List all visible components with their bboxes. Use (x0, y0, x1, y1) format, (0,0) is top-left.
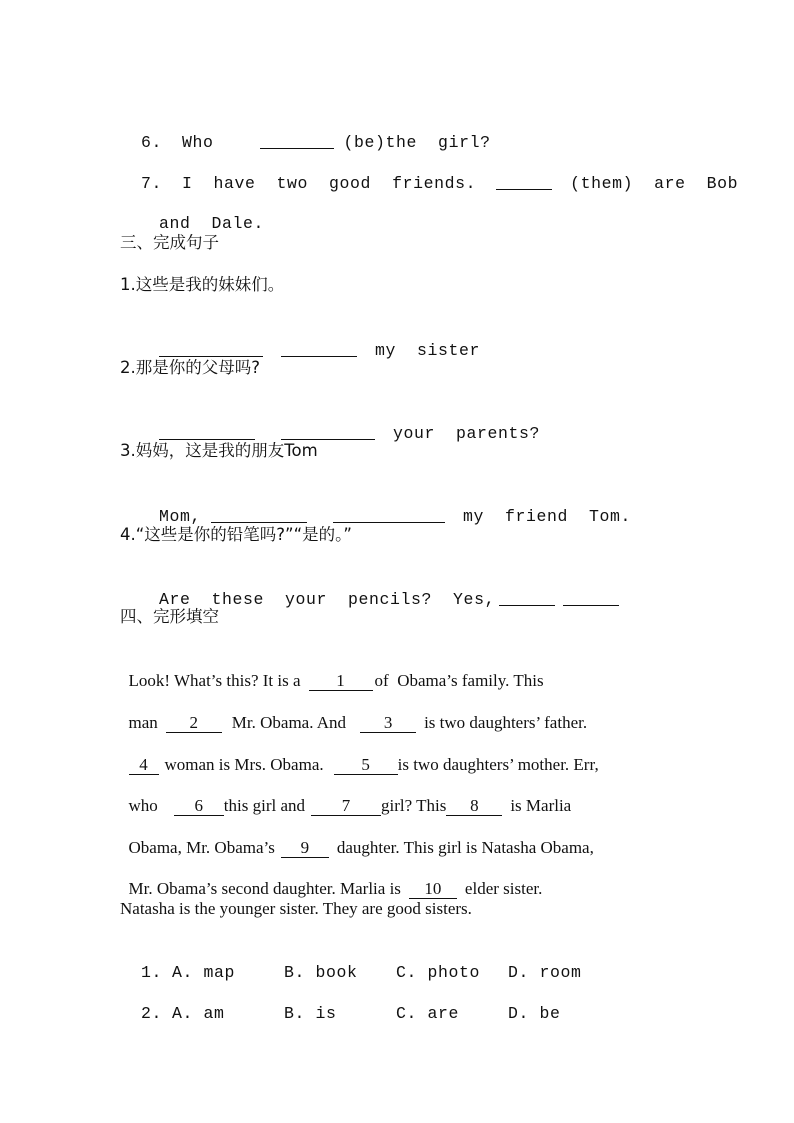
sentence-text: Are these your pencils? Yes, (159, 590, 496, 609)
passage-text: man (128, 713, 158, 732)
answer-blank[interactable] (496, 171, 552, 190)
option-d[interactable]: D. be (508, 1004, 561, 1023)
question-text: I have two good friends. (182, 174, 477, 193)
answer-blank[interactable] (159, 421, 255, 440)
option-number: 1. (141, 963, 163, 982)
sentence-3-answer (138, 482, 631, 528)
passage-text: woman is Mrs. Obama. (164, 755, 324, 774)
sentence-text: my friend Tom. (463, 507, 632, 526)
passage-text: who (128, 796, 158, 815)
option-a[interactable]: A. map (172, 963, 236, 982)
passage-text: is two daughters’ father. (424, 713, 588, 732)
passage-text: is two daughters’ mother. Err, (397, 755, 599, 774)
passage-text: girl? This (381, 796, 447, 815)
option-c[interactable]: C. photo (396, 963, 481, 982)
question-number: 7. (141, 174, 163, 193)
cloze-blank-10[interactable]: 10 (409, 879, 457, 899)
question-number: 6. (141, 133, 163, 152)
sentence-3-prompt: 3.妈妈，这是我的朋友Tom (120, 441, 318, 460)
section-heading-3: 三、完成句子 (120, 233, 219, 252)
answer-blank[interactable] (281, 421, 375, 440)
option-a[interactable]: A. am (172, 1004, 225, 1023)
passage-text: this girl and (223, 796, 305, 815)
question-7 (120, 149, 738, 195)
passage-text: Mr. Obama. And (231, 713, 347, 732)
passage-text: daughter. This girl is Natasha Obama, (336, 838, 594, 857)
question-text: and Dale. (159, 214, 265, 233)
answer-blank[interactable] (499, 587, 555, 606)
question-6 (120, 108, 491, 154)
option-d[interactable]: D. room (508, 963, 582, 982)
answer-blank[interactable] (281, 338, 357, 357)
passage-text: of Obama’s family. This (374, 671, 544, 690)
answer-blank[interactable] (159, 338, 263, 357)
question-text: (be)the girl? (343, 133, 491, 152)
options-row-1 (120, 940, 582, 984)
passage-text: Look! What’s this? It is a (128, 671, 301, 690)
passage-line-2 (120, 690, 587, 734)
cloze-blank-7[interactable]: 7 (311, 796, 381, 816)
question-7-cont (138, 191, 264, 235)
sentence-2-prompt: 2.那是你的父母吗? (120, 358, 261, 377)
cloze-blank-6[interactable]: 6 (174, 796, 224, 816)
cloze-blank-4[interactable]: 4 (129, 755, 159, 775)
passage-line-4 (120, 773, 571, 817)
option-number: 2. (141, 1004, 163, 1023)
options-row-2 (120, 981, 561, 1025)
section-heading-4: 四、完形填空 (120, 607, 219, 626)
option-b[interactable]: B. is (284, 1004, 337, 1023)
sentence-1-answer (138, 316, 480, 362)
cloze-blank-5[interactable]: 5 (334, 755, 398, 775)
sentence-1-prompt: 1.这些是我的妹妹们。 (120, 275, 285, 294)
passage-text: is Marlia (510, 796, 572, 815)
sentence-4-answer (138, 565, 619, 611)
answer-blank[interactable] (211, 504, 307, 523)
passage-line-3 (120, 732, 599, 776)
cloze-blank-1[interactable]: 1 (309, 671, 373, 691)
passage-line-7: Natasha is the younger sister. They are good sisters. (120, 899, 472, 918)
passage-text: Obama, Mr. Obama’s (128, 838, 275, 857)
question-text: Who (182, 133, 214, 152)
option-b[interactable]: B. book (284, 963, 358, 982)
passage-text: elder sister. (464, 879, 543, 898)
sentence-text: Mom, (159, 507, 202, 526)
question-text: (them) are Bob (570, 174, 739, 193)
cloze-blank-2[interactable]: 2 (166, 713, 222, 733)
cloze-blank-9[interactable]: 9 (281, 838, 329, 858)
passage-line-5 (120, 815, 594, 859)
option-c[interactable]: C. are (396, 1004, 460, 1023)
answer-blank[interactable] (563, 587, 619, 606)
sentence-text: my sister (375, 341, 481, 360)
answer-blank[interactable] (333, 504, 445, 523)
passage-line-1 (120, 648, 544, 692)
passage-text: Mr. Obama’s second daughter. Marlia is (128, 879, 401, 898)
sentence-text: your parents? (393, 424, 541, 443)
sentence-2-answer (138, 399, 540, 445)
sentence-4-prompt: 4.“这些是你的铅笔吗?”“是的。” (120, 525, 352, 544)
cloze-blank-3[interactable]: 3 (360, 713, 416, 733)
answer-blank[interactable] (260, 130, 334, 149)
passage-line-6 (120, 856, 542, 900)
cloze-blank-8[interactable]: 8 (446, 796, 502, 816)
